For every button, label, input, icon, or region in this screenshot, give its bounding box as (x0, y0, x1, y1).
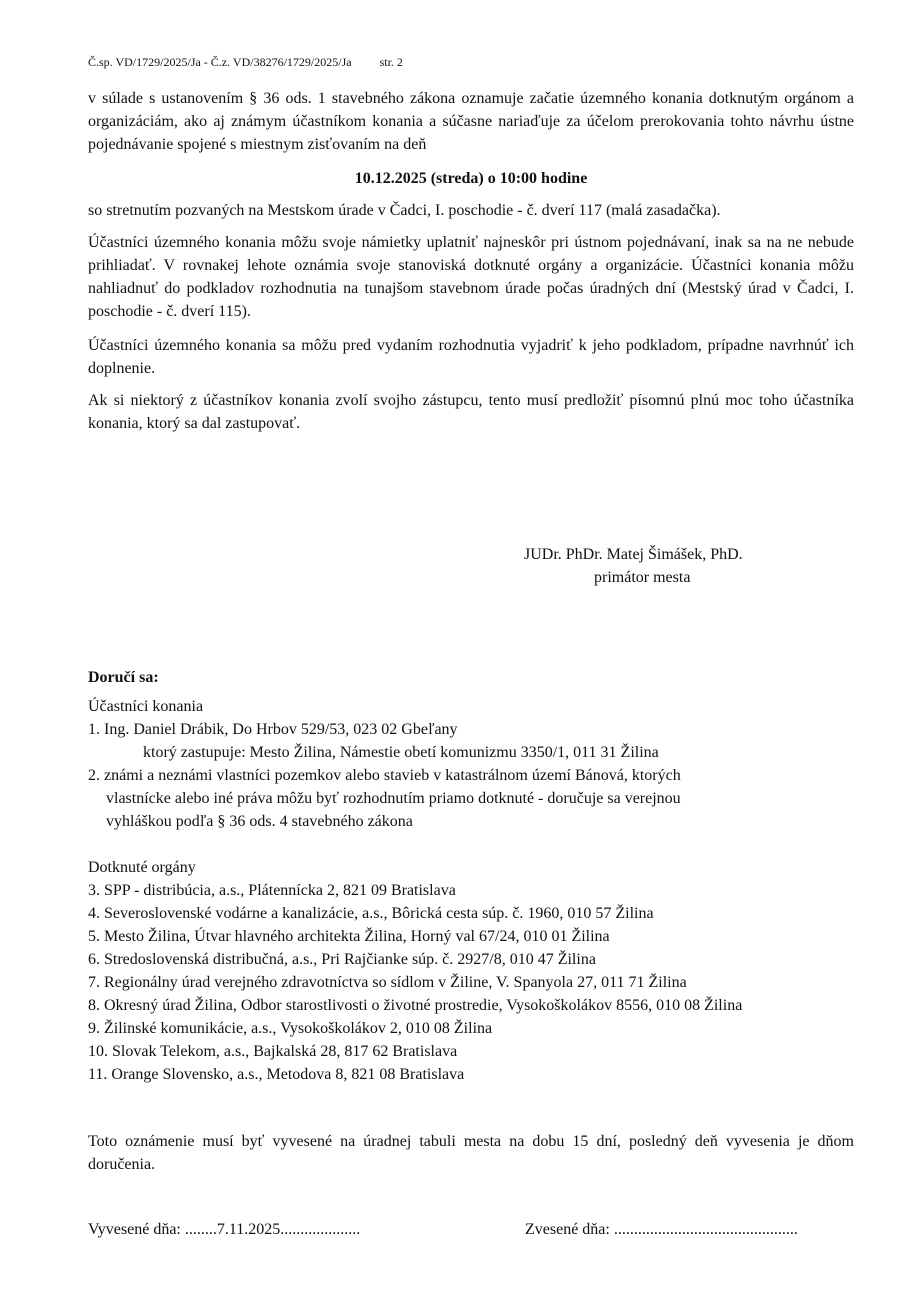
list-item: 8. Okresný úrad Žilina, Odbor starostlivosti o životné prostredie, Vysokoškolákov 8556, 010 08 Žilina (88, 997, 743, 1014)
page-header (88, 55, 403, 70)
authorities-heading: Dotknuté orgány (88, 859, 196, 876)
list-item: 3. SPP - distribúcia, a.s., Plátennícka 2, 821 09 Bratislava (88, 882, 456, 899)
page-number: str. 2 (379, 55, 403, 69)
list-item: 7. Regionálny úrad verejného zdravotníctva so sídlom v Žiline, V. Spanyola 27, 011 71 Žilina (88, 974, 687, 991)
list-item: 6. Stredoslovenská distribučná, a.s., Pri Rajčianke súp. č. 2927/8, 010 47 Žilina (88, 951, 596, 968)
list-item: 1. Ing. Daniel Drábik, Do Hrbov 529/53, 023 02 Gbeľany (88, 721, 458, 738)
notice-paragraph: Toto oznámenie musí byť vyvesené na úradnej tabuli mesta na dobu 15 dní, posledný deň vyvesenia je dňom doručenia. (88, 1133, 854, 1173)
list-item: ktorý zastupuje: Mesto Žilina, Námestie obetí komunizmu 3350/1, 011 31 Žilina (143, 744, 659, 761)
delivery-heading: Doručí sa: (88, 669, 159, 686)
removed-date: Zvesené dňa: .............................................. (525, 1221, 798, 1238)
participants-heading: Účastníci konania (88, 698, 204, 715)
list-item: 9. Žilinské komunikácie, a.s., Vysokoškolákov 2, 010 08 Žilina (88, 1020, 493, 1037)
list-item: vlastnícke alebo iné práva môžu byť rozhodnutím priamo dotknuté - doručuje sa verejnou (106, 790, 681, 807)
hearing-date: 10.12.2025 (streda) o 10:00 hodine (354, 170, 588, 187)
intro-paragraph: v súlade s ustanovením § 36 ods. 1 stavebného zákona oznamuje začatie územného konania dotknutým orgánom a organizáciám, ako aj známym účastníkom konania a súčasne nariaďuje za účelom prerokovania tohto návrhu ústne pojednávanie spojené s miestnym zisťovaním na deň (88, 90, 854, 153)
signatory-name: JUDr. PhDr. Matej Šimášek, PhD. (524, 546, 743, 563)
objections-paragraph: Účastníci územného konania môžu svoje námietky uplatniť najneskôr pri ústnom pojednávaní, inak sa na ne nebude prihliadať. V rovnakej lehote oznámia svoje stanoviská dotknuté orgány a organizácie. Účastníci konania môžu nahliadnuť do podkladov rozhodnutia na tunajšom stavebnom úrade počas úradných dní (Mestský úrad v Čadci, I. poschodie - č. dverí 115). (88, 234, 854, 320)
list-item: 11. Orange Slovensko, a.s., Metodova 8, 821 08 Bratislava (88, 1066, 465, 1083)
list-item: 5. Mesto Žilina, Útvar hlavného architekta Žilina, Horný val 67/24, 010 01 Žilina (88, 928, 610, 945)
representative-paragraph: Ak si niektorý z účastníkov konania zvolí svojho zástupcu, tento musí predložiť písomnú plnú moc toho účastníka konania, ktorý sa dal zastupovať. (88, 392, 854, 432)
list-item: 4. Severoslovenské vodárne a kanalizácie, a.s., Bôrická cesta súp. č. 1960, 010 57 Žilina (88, 905, 654, 922)
signatory-title: primátor mesta (594, 569, 691, 586)
statement-paragraph: Účastníci územného konania sa môžu pred vydaním rozhodnutia vyjadriť k jeho podkladom, prípadne navrhnúť ich doplnenie. (88, 337, 854, 377)
list-item: 10. Slovak Telekom, a.s., Bajkalská 28, 817 62 Bratislava (88, 1043, 458, 1060)
participants-list (88, 695, 888, 833)
signature-block (440, 543, 920, 589)
list-item: 2. známi a neznámi vlastníci pozemkov alebo stavieb v katastrálnom území Bánová, ktorých (88, 767, 681, 784)
authorities-list (88, 856, 888, 1086)
posted-date: Vyvesené dňa: ........7.11.2025.................... (88, 1221, 361, 1238)
list-item: vyhláškou podľa § 36 ods. 4 stavebného zákona (106, 813, 413, 830)
reference-number: Č.sp. VD/1729/2025/Ja - Č.z. VD/38276/1729/2025/Ja (88, 55, 352, 69)
meeting-place: so stretnutím pozvaných na Mestskom úrade v Čadci, I. poschodie - č. dverí 117 (malá zasadačka). (88, 202, 721, 219)
